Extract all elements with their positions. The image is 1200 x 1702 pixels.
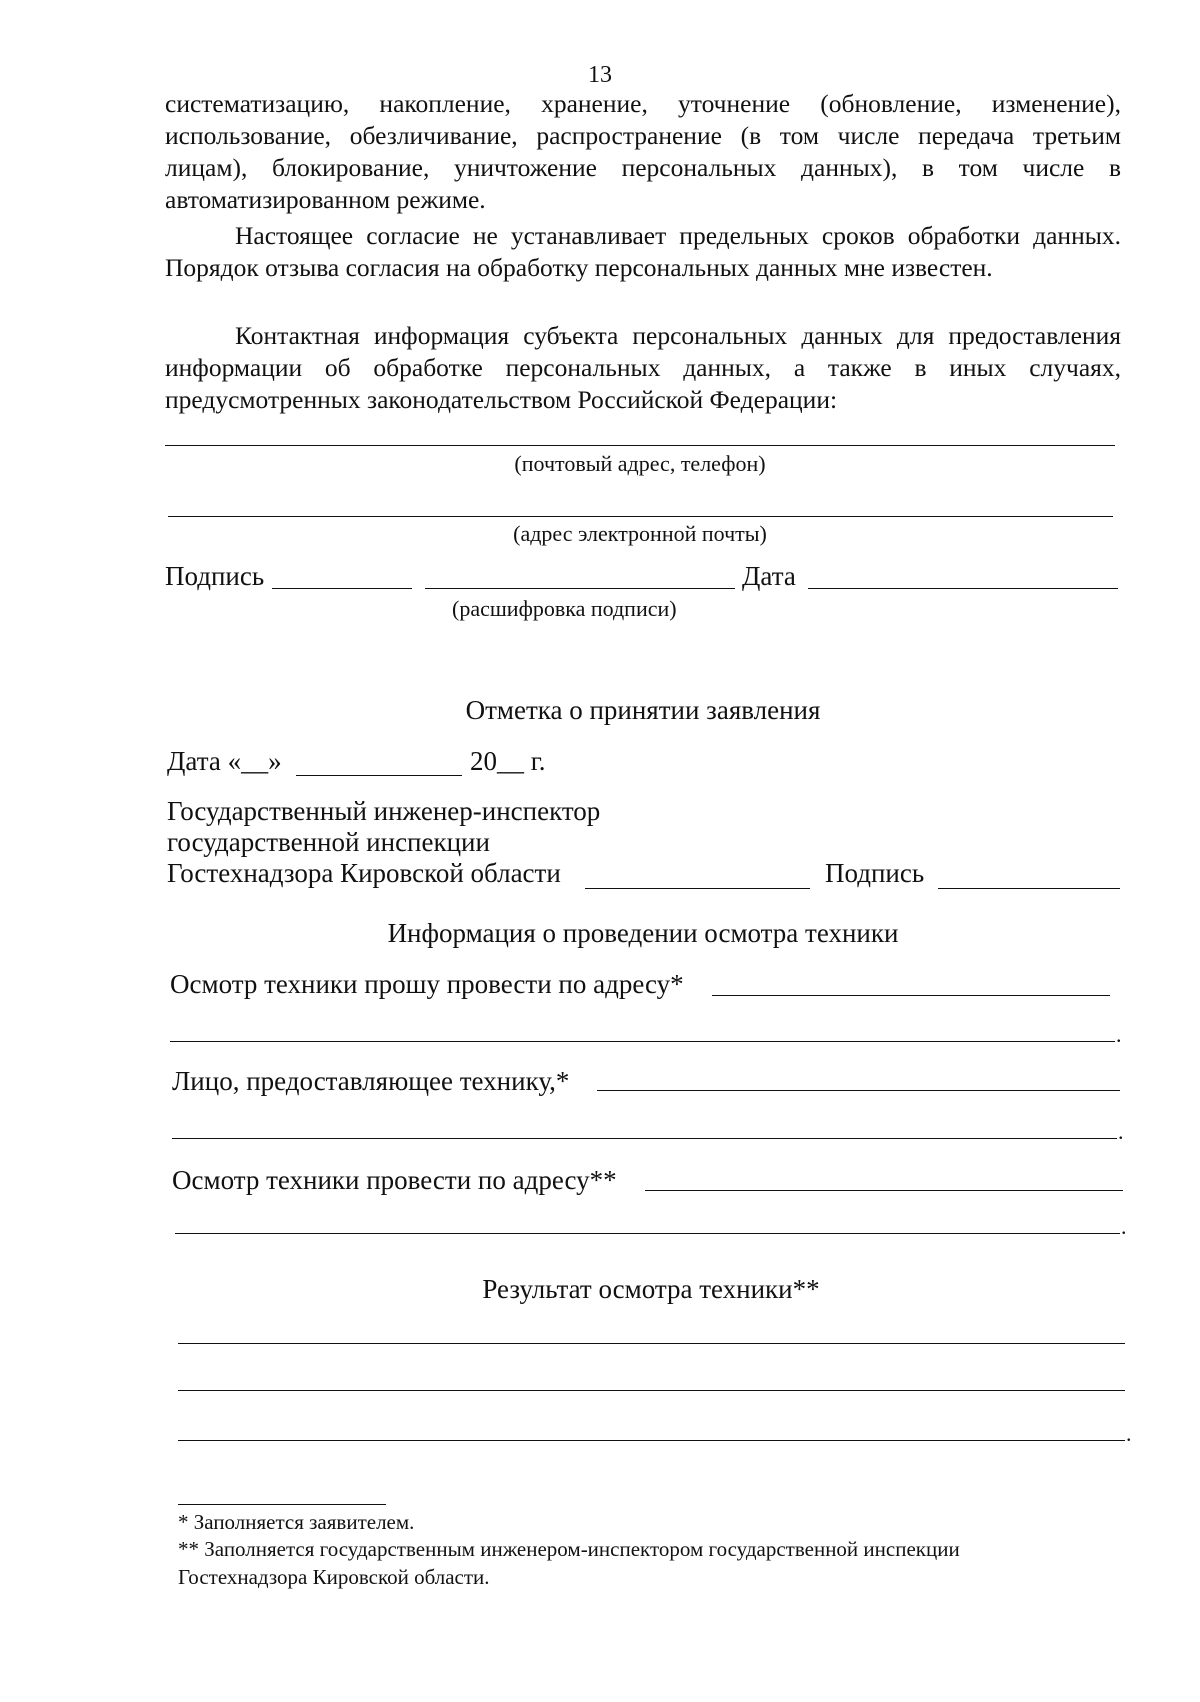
- inspection-address-line[interactable]: [645, 1190, 1123, 1191]
- result-line-2[interactable]: [178, 1390, 1125, 1391]
- consent-paragraph-3: Контактная информация субъекта персональных данных для предоставления информации об обработке персональных данных, а также в иных случаях, предусмотренных законодательством Российской Федерации:: [165, 321, 1121, 414]
- footnote-2-line-2: Гостехнадзора Кировской области.: [178, 1565, 490, 1589]
- page-number: 13: [588, 62, 612, 88]
- address-request-line-2[interactable]: [170, 1041, 1115, 1042]
- decode-caption: (расшифровка подписи): [452, 596, 677, 621]
- inspection-heading: Информация о проведении осмотра техники: [387, 918, 899, 948]
- person-label: Лицо, предоставляющее технику,*: [172, 1066, 570, 1096]
- address-request-label: Осмотр техники прошу провести по адресу*: [170, 969, 684, 999]
- person-line-2[interactable]: [172, 1138, 1117, 1139]
- consent-paragraph-1: систематизацию, накопление, хранение, уточнение (обновление, изменение), использование, обезличивание, распространение (в том числе передача третьим лицам), блокирование, уничтожение персональных данных), в том числе в автоматизированном режиме.: [165, 89, 1121, 214]
- signature-line[interactable]: [272, 588, 412, 589]
- email-line[interactable]: [168, 516, 1113, 517]
- result-line-1[interactable]: [178, 1343, 1125, 1344]
- acceptance-month-line[interactable]: [296, 775, 462, 776]
- consent-paragraph-2: Настоящее согласие не устанавливает предельных сроков обработки данных. Порядок отзыва согласия на обработку персональных данных мне известен.: [165, 221, 1121, 282]
- inspector-title-line-1: Государственный инженер-инспектор: [167, 796, 601, 826]
- person-line[interactable]: [597, 1090, 1120, 1091]
- footnote-separator: [178, 1504, 386, 1505]
- footnote-2-line-1: ** Заполняется государственным инженером-инспектором государственной инспекции: [178, 1537, 960, 1561]
- inspector-signature-label: Подпись: [825, 858, 925, 888]
- postal-caption: (почтовый адрес, телефон): [514, 451, 766, 476]
- acceptance-year: 20__ г.: [470, 746, 546, 776]
- inspection-address-label: Осмотр техники провести по адресу**: [172, 1165, 617, 1195]
- inspection-address-line-2[interactable]: [175, 1233, 1120, 1234]
- signature-label: Подпись: [165, 561, 265, 591]
- postal-address-line[interactable]: [165, 445, 1115, 446]
- acceptance-heading: Отметка о принятии заявления: [465, 695, 821, 725]
- inspector-name-line[interactable]: [585, 888, 810, 889]
- result-heading: Результат осмотра техники**: [482, 1274, 820, 1304]
- result-line-3[interactable]: [178, 1440, 1125, 1441]
- date-line[interactable]: [808, 588, 1118, 589]
- footnote-1: * Заполняется заявителем.: [178, 1510, 415, 1534]
- signature-decode-line[interactable]: [425, 588, 735, 589]
- acceptance-date-prefix: Дата «__»: [167, 746, 282, 776]
- inspector-title-line-2: государственной инспекции: [167, 827, 490, 857]
- inspector-signature-line[interactable]: [938, 888, 1120, 889]
- email-caption: (адрес электронной почты): [513, 521, 767, 546]
- inspector-title-line-3: Гостехнадзора Кировской области: [167, 858, 561, 888]
- address-request-line[interactable]: [712, 995, 1110, 996]
- date-label: Дата: [742, 561, 796, 591]
